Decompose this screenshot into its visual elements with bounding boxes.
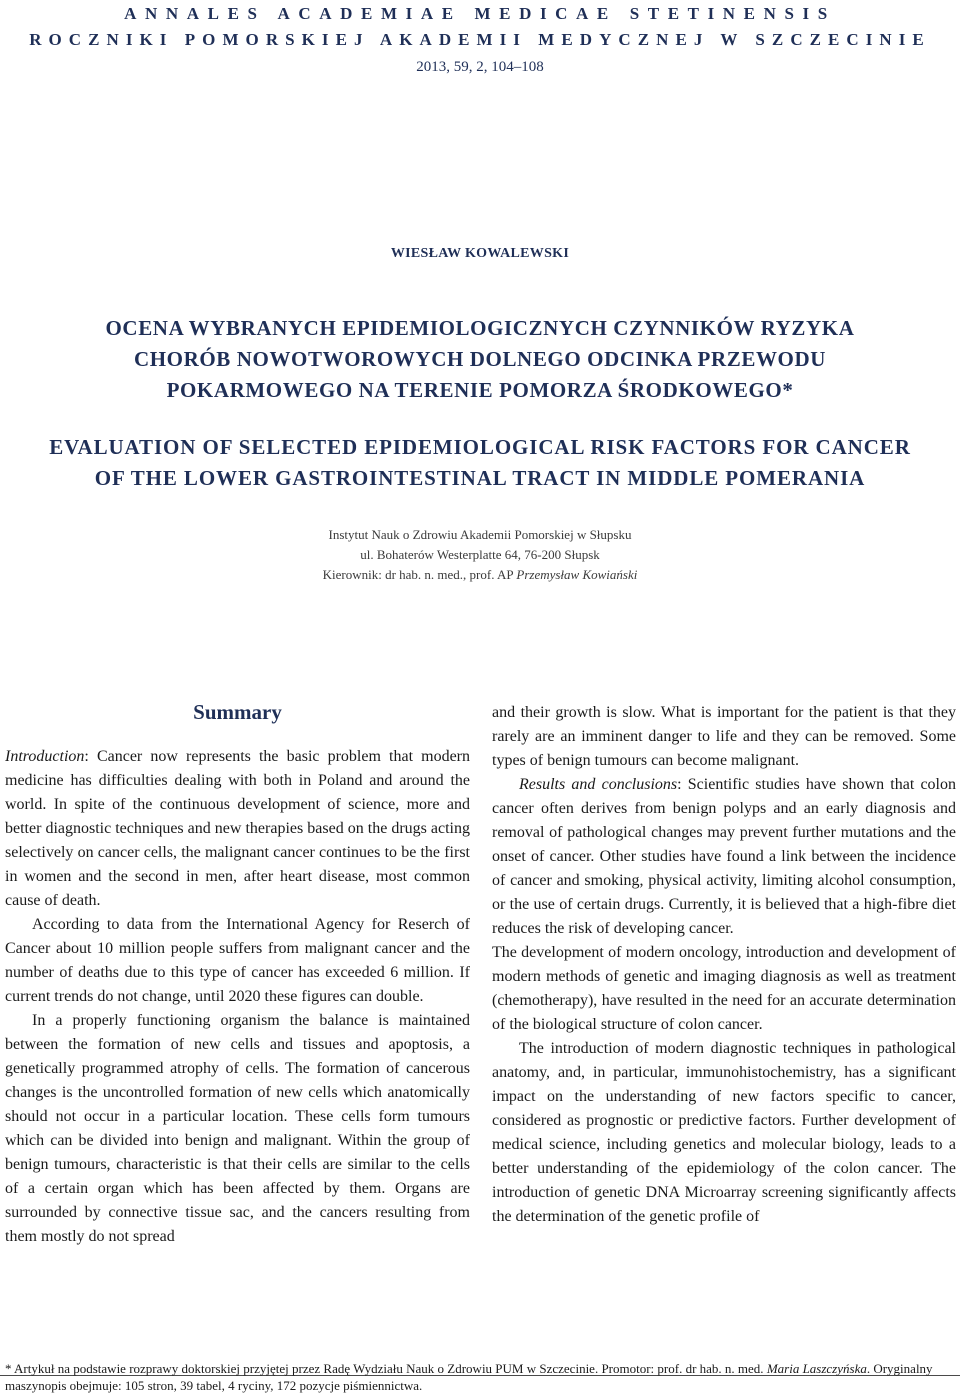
affiliation xyxy=(0,525,960,585)
introduction-label: Introduction xyxy=(5,748,85,765)
affiliation-institute: Instytut Nauk o Zdrowiu Akademii Pomorskiej w Słupsku xyxy=(328,527,632,542)
journal-title-polish: ROCZNIKI POMORSKIEJ AKADEMII MEDYCZNEJ W SZCZECINIE xyxy=(29,30,931,49)
summary-paragraph: The development of modern oncology, introduction and development of modern methods of genetic and imaging diagnosis as well as treatment (chemotherapy), have resulted in the need for an accurate determination of the biological structure of colon cancer. xyxy=(492,944,956,1033)
footnote-text: * Artykuł na podstawie rozprawy doktorskiej przyjętej przez Radę Wydziału Nauk o Zdrowiu PUM w Szczecinie. Promotor: prof. dr hab. n. med. xyxy=(5,1361,767,1376)
title-polish-line: OCENA WYBRANYCH EPIDEMIOLOGICZNYCH CZYNNIKÓW RYZYKA xyxy=(105,316,855,340)
author-name: WIESŁAW KOWALEWSKI xyxy=(390,246,570,261)
citation: 2013, 59, 2, 104–108 xyxy=(416,59,544,75)
title-polish xyxy=(0,313,960,406)
footnote-promoter-name: Maria Laszczyńska xyxy=(766,1361,867,1376)
affiliation-head-title: Kierownik: dr hab. n. med., prof. AP xyxy=(322,567,517,582)
results-label: Results and conclusions xyxy=(519,776,678,793)
title-english-line: OF THE LOWER GASTROINTESTINAL TRACT IN MIDDLE POMERANIA xyxy=(94,466,866,490)
summary-paragraph: The introduction of modern diagnostic techniques in pathological anatomy, and, in particular, immunohistochemistry, has a significant impact on the understanding of new factors specific to cancer, considered as prognostic or predictive factors. Further development of medical science, including genetics and molecular biology, leads to a better understanding of the epidemiology of the colon cancer. The introduction of genetic DNA Microarray screening significantly affects the determination of the genetic profile of xyxy=(492,1040,956,1225)
affiliation-address: ul. Bohaterów Westerplatte 64, 76-200 Słupsk xyxy=(360,547,600,562)
summary-paragraph-continued: and their growth is slow. What is important for the patient is that they rarely are an imminent danger to life and they can be removed. Some types of benign tumours can become malignant. xyxy=(492,704,956,769)
summary-column-right xyxy=(492,701,956,1229)
title-english-line: EVALUATION OF SELECTED EPIDEMIOLOGICAL RISK FACTORS FOR CANCER xyxy=(49,435,911,459)
title-english xyxy=(0,432,960,494)
summary-paragraph xyxy=(492,773,956,941)
title-polish-line: CHORÓB NOWOTWOROWYCH DOLNEGO ODCINKA PRZEWODU xyxy=(133,347,827,371)
affiliation-head xyxy=(0,565,960,585)
footnote-text-end: . Oryginalny maszynopis obejmuje: 105 stron, 39 tabel, 4 ryciny, 172 pozycje piśmiennictwa. xyxy=(5,1361,933,1393)
affiliation-head-name: Przemysław Kowiański xyxy=(516,567,638,582)
results-text: : Scientific studies have shown that colon cancer often derives from benign polyps and an early diagnosis and removal of pathological changes may prevent further mutations and the onset of cancer. Other studies have found a link between the incidence of cancer and smoking, physical activity, limiting alcohol consumption, or the use of certain drugs. Currently, it is believed that a high-fibre diet reduces the risk of developing cancer. xyxy=(492,776,956,937)
summary-heading: Summary xyxy=(193,700,282,724)
footnote xyxy=(5,1360,960,1394)
summary-paragraph: According to data from the International Agency for Reserch of Cancer about 10 million people suffers from malignant cancer and the number of deaths due to this type of cancer has exceeded 6 million. If current trends do not change, until 2020 these figures can double. xyxy=(5,916,470,1005)
summary-column-left xyxy=(5,745,470,1249)
journal-title-latin: ANNALES ACADEMIAE MEDICAE STETINENSIS xyxy=(124,4,836,23)
summary-paragraph: In a properly functioning organism the balance is maintained between the formation of new cells and tissues and apoptosis, a genetically programmed atrophy of cells. The formation of cancerous changes is the uncontrolled formation of new cells which anatomically should not occur in a particular location. These cells form tumours which can be divided into benign and malignant. Within the group of benign tumours, characteristic is that their cells are similar to the cells of a certain organ which has been affected by them. Organs are surrounded by connective tissue sac, and the cancers resulting from them mostly do not spread xyxy=(5,1012,470,1245)
introduction-text: : Cancer now represents the basic problem that modern medicine has difficulties dealing with both in Poland and around the world. In spite of the continuous development of science, more and better diagnostic techniques and new therapies based on the drugs acting selectively on cancer cells, the malignant cancer continues to be the first in women and the second in men, after heart disease, most common cause of death. xyxy=(5,748,470,909)
summary-paragraph xyxy=(5,745,470,913)
title-polish-line: POKARMOWEGO NA TERENIE POMORZA ŚRODKOWEGO* xyxy=(166,378,794,402)
